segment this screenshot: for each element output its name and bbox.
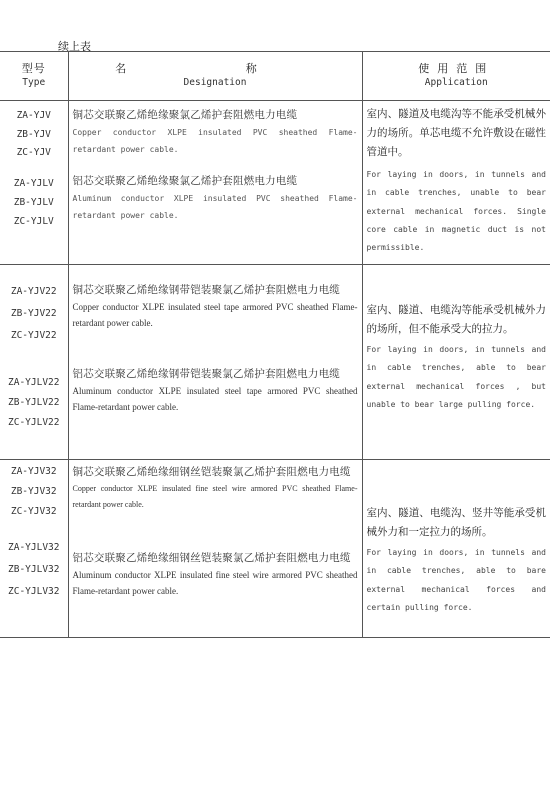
cable-table	[0, 51, 550, 638]
table-row	[0, 101, 550, 265]
designation-en: Aluminum conductor XLPE insulated steel tape armored PVC sheathed Flame-retardant power cable.	[72, 386, 358, 412]
designation-en: Copper conductor XLPE insulated PVC sheathed Flame-retardant power cable.	[72, 128, 358, 154]
designation-zh: 铝芯交联聚乙烯绝缘钢带铠装聚氯乙烯护套阻燃电力电缆	[72, 368, 340, 380]
designation-zh: 铜芯交联聚乙烯绝缘细钢丝铠装聚氯乙烯护套阻燃电力电缆	[72, 466, 351, 478]
application-zh: 室内、隧道、电缆沟等能承受机械外力的场所，但不能承受大的拉力。	[366, 304, 546, 335]
type-code: ZA-YJLV	[13, 178, 54, 190]
application-cell	[362, 101, 550, 265]
type-code: ZC-YJLV	[13, 215, 54, 227]
application-cell	[362, 460, 550, 638]
table-header-row	[0, 52, 550, 101]
header-application-en: Application	[424, 77, 488, 88]
header-designation-en: Designation	[183, 77, 247, 88]
type-code: ZA-YJLV32	[8, 542, 60, 553]
header-type-en: Type	[22, 77, 46, 88]
designation-en: Aluminum conductor XLPE insulated PVC sheathed Flame-retardant power cable.	[72, 194, 358, 220]
table-row	[0, 265, 550, 460]
continued-label: 续上表	[58, 40, 91, 53]
type-code: ZA-YJV32	[10, 466, 57, 477]
designation-zh: 铝芯交联聚乙烯绝缘聚氯乙烯护套阻燃电力电缆	[72, 175, 298, 187]
table-row	[0, 460, 550, 638]
type-code: ZC-YJLV22	[8, 417, 60, 428]
type-code: ZB-YJV	[16, 128, 51, 140]
type-code: ZC-YJV32	[10, 506, 57, 517]
type-code: ZB-YJLV22	[8, 397, 60, 408]
designation-en: Copper conductor XLPE insulated fine steel wire armored PVC sheathed Flame-retardant power cable.	[72, 484, 358, 509]
application-zh: 室内、隧道及电缆沟等不能承受机械外力的场所。单芯电缆不允许敷设在磁性管道中。	[366, 108, 546, 158]
type-code: ZA-YJLV22	[8, 377, 60, 388]
header-application	[362, 52, 550, 101]
application-en: For laying in doors, in tunnels and in cable trenches, able to bear external mechanical forces , but unable to bear large pulling force.	[366, 345, 546, 409]
type-cell	[0, 460, 68, 638]
header-application-zh: 使用范围	[418, 62, 495, 75]
designation-cell	[68, 265, 362, 460]
type-code: ZA-YJV22	[10, 286, 57, 297]
type-code: ZB-YJLV	[13, 196, 54, 208]
type-code: ZB-YJLV32	[8, 564, 60, 575]
application-en: For laying in doors, in tunnels and in cable trenches, unable to bear external mechanical forces. Single core cable in magnetic duct is not permissible.	[366, 170, 546, 253]
designation-zh: 铜芯交联聚乙烯绝缘聚氯乙烯护套阻燃电力电缆	[72, 109, 298, 121]
type-cell	[0, 265, 68, 460]
header-designation	[68, 52, 362, 101]
designation-zh: 铝芯交联聚乙烯绝缘细钢丝铠装聚氯乙烯护套阻燃电力电缆	[72, 552, 351, 564]
type-code: ZC-YJV	[16, 147, 51, 159]
application-en: For laying in doors, in tunnels and in cable trenches, able to bare external mechanical forces and certain pulling force.	[366, 548, 546, 612]
type-code: ZC-YJLV32	[8, 586, 60, 597]
type-code: ZC-YJV22	[10, 330, 57, 341]
designation-zh: 铜芯交联聚乙烯绝缘钢带铠装聚氯乙烯护套阻燃电力电缆	[72, 284, 340, 296]
header-designation-zh: 名 称	[115, 62, 315, 75]
type-code: ZB-YJV32	[10, 486, 57, 497]
designation-cell	[68, 101, 362, 265]
designation-en: Copper conductor XLPE insulated steel tape armored PVC sheathed Flame-retardant power cable.	[72, 302, 358, 328]
header-type-zh: 型号	[21, 62, 46, 75]
header-type	[0, 52, 68, 101]
designation-en: Aluminum conductor XLPE insulated fine steel wire armored PVC sheathed Flame-retardant power cable.	[72, 570, 358, 596]
application-cell	[362, 265, 550, 460]
designation-cell	[68, 460, 362, 638]
type-cell	[0, 101, 68, 265]
type-code: ZB-YJV22	[10, 308, 57, 319]
application-zh: 室内、隧道、电缆沟、竖井等能承受机械外力和一定拉力的场所。	[366, 507, 546, 538]
type-code: ZA-YJV	[16, 110, 51, 121]
